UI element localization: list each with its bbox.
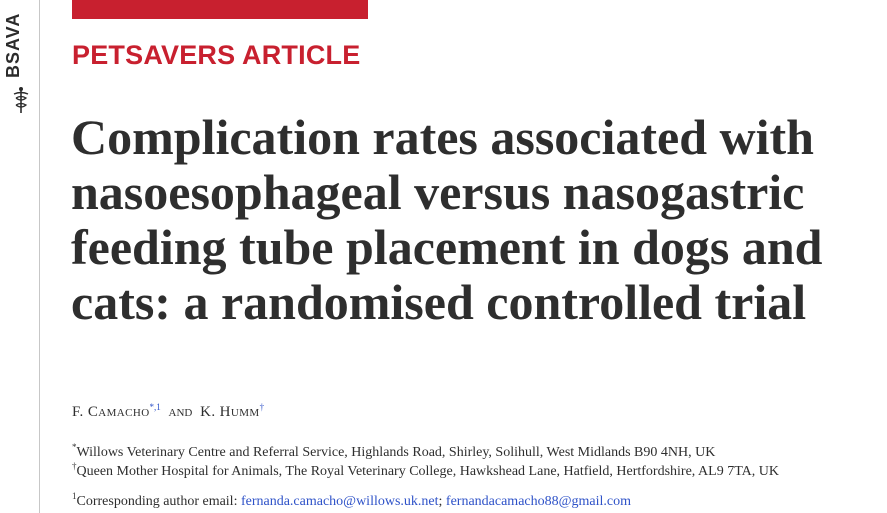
article-kicker: PETSAVERS ARTICLE bbox=[72, 40, 361, 70]
affiliation-text: Queen Mother Hospital for Animals, The Royal Veterinary College, Hawkshead Lane, Hatfield, Hertfordshire, AL9 7TA, UK bbox=[76, 464, 779, 479]
author-conjunction: and bbox=[168, 404, 193, 420]
caduceus-icon bbox=[10, 86, 32, 114]
affiliation-text: Willows Veterinary Centre and Referral Service, Highlands Road, Shirley, Solihull, West Midlands B90 4NH, UK bbox=[76, 445, 716, 460]
correspondence-label: Corresponding author email: bbox=[76, 494, 238, 509]
journal-logo-text: BSAVA bbox=[3, 12, 23, 78]
journal-brand bbox=[2, 6, 36, 118]
correspondence-line bbox=[72, 491, 631, 510]
affiliation-mark: * bbox=[72, 442, 77, 452]
email-link[interactable]: fernandacamacho88@gmail.com bbox=[445, 494, 631, 509]
margin-rule bbox=[39, 0, 40, 513]
author-name: F. Camacho bbox=[72, 404, 150, 420]
article-title: Complication rates associated with nasoesophageal versus nasogastric feeding tube placement in dogs and cats: a randomised controlled trial bbox=[71, 109, 823, 330]
author-affiliation-mark: *,1 bbox=[149, 402, 161, 412]
correspondence-mark: 1 bbox=[72, 491, 77, 501]
email-link[interactable]: fernanda.camacho@willows.uk.net bbox=[240, 494, 439, 509]
header-color-band bbox=[72, 0, 368, 19]
affiliation-line bbox=[72, 461, 779, 480]
affiliation-line bbox=[72, 442, 716, 461]
email-separator: ; bbox=[438, 494, 443, 509]
author-line bbox=[72, 404, 264, 421]
affiliation-mark: † bbox=[72, 461, 77, 471]
author-name: K. Humm bbox=[200, 404, 260, 420]
author-affiliation-mark: † bbox=[259, 402, 265, 412]
